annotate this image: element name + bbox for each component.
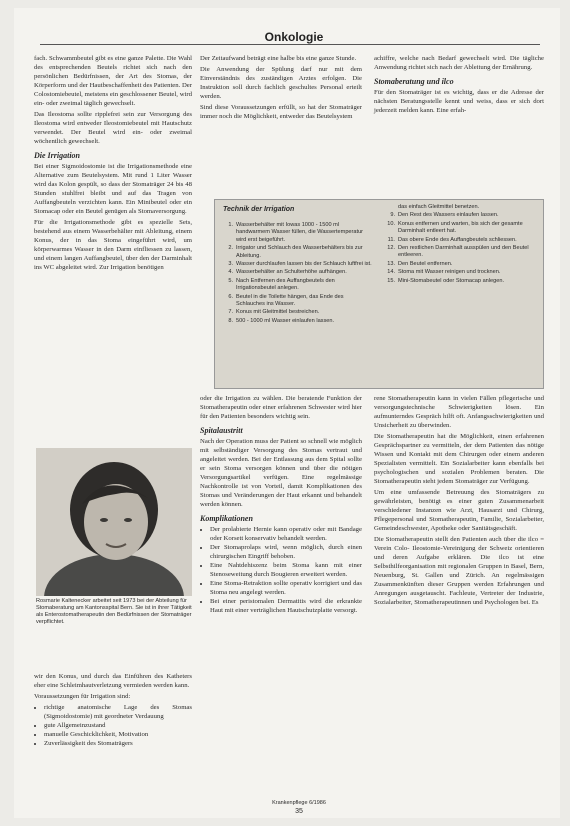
step-number: 6. [228, 293, 233, 300]
infobox-title: Technik der Irrigation [223, 206, 295, 213]
subheading-spitalaustritt: Spitalaustritt [200, 426, 243, 435]
list-item: • gute Allgemeinzustand [44, 721, 192, 730]
paragraph: wir den Konus, und durch das Einführen des Katheters eher eine Schleimhautverletzung vermieden werden kann. [34, 673, 192, 689]
step-text: Den restlichen Darminhalt ausspülen und den Beutel entleeren. [398, 245, 529, 259]
infobox-step [223, 269, 373, 276]
step-text: Nach Entfernen des Auffangbeutels den Irrigationsbeutel anlegen. [236, 277, 335, 292]
infobox-step [385, 212, 535, 219]
paragraph: Das Ileostoma sollte ripplefrei sein zur Versorgung des Ileostoma wird entweder Ileostomiebeutel mit Hautschutz verwendet. Der Beutel wird ein- oder zweimal wöchentlich gewechselt. [34, 111, 192, 145]
portrait-photo [36, 448, 192, 596]
subheading-stomaberatung: Stomaberatung und ilco [374, 77, 454, 86]
paragraph: Der Zeitaufwand beträgt eine halbe bis eine ganze Stunde. [200, 55, 357, 62]
step-text: Irrigator und Schlauch des Wasserbehälters bis zur Ableitung. [236, 245, 363, 259]
step-number: 1. [228, 222, 233, 228]
paragraph: rene Stomatherapeutin kann in vielen Fällen pflegerische und versorgungstechnische Schwierigkeiten lösen. Ein aufmunterndes Gespräch hilft oft. Anfangsschwierigkeiten und Unsicherheit zu überwinden. [374, 395, 544, 429]
infobox-step [223, 309, 373, 316]
step-text: das einfach Gleitmittel benetzen. [398, 204, 480, 210]
infobox-step [223, 261, 373, 268]
step-number: 15. [387, 277, 395, 284]
infobox-step [385, 269, 535, 276]
column-3 [374, 54, 544, 117]
list-item: • Zuverlässigkeit des Stomaträgers [44, 739, 192, 748]
infobox-step [385, 261, 535, 268]
infobox-step [223, 294, 373, 309]
list-item: • Eine Stoma-Retraktion sollte operativ korrigiert und das Stoma neu angelegt werden. [210, 579, 362, 597]
paragraph: Um eine umfassende Betreuung des Stomaträgers zu gewährleisten, benötigt es einer guten Zusammenarbeit verschiedener Instanzen wie Arzt, Hausarzt und Chirurg, Pflegepersonal und Stomatherapeutin, Familie, Sozialarbeiter, Gemeindeschwester, Apotheke oder Sanitätsgeschäft. [374, 489, 544, 532]
step-number [385, 204, 395, 211]
document-page [14, 8, 560, 818]
column-3-lower [374, 394, 544, 609]
step-number: 2. [228, 245, 233, 252]
infobox-step [223, 318, 373, 325]
infobox-step [385, 221, 535, 236]
infobox-right-list [385, 204, 535, 286]
paragraph: Für den Stomaträger ist es wichtig, dass er die Adresse der nächsten Beratungsstelle kennt und weiss, dass er sich dort jederzeit melden kann. Eine erfah- [374, 89, 544, 114]
infobox-step [223, 245, 373, 260]
page-number: 35 [295, 808, 303, 815]
subheading-komplikationen: Komplikationen [200, 514, 253, 523]
step-number: 3. [228, 261, 233, 268]
paragraph: Sind diese Voraussetzungen erfüllt, so hat der Stomaträger immer noch die Möglichkeit, entweder das Beutelsystem [200, 104, 362, 120]
step-text: Den Beutel entfernen. [398, 260, 453, 267]
paragraph: Für die Irrigationsmethode gibt es spezielle Sets, bestehend aus einem Wasserbehälter mit Ableitung, einem Konus, der in das Stoma eingeführt wird, um körperwarmes Wasser in den Darm einfliessen zu lassen, und einem langen Auffangbeutel, über den der Darminhalt ins WC abgeleitet wird. Zur Irrigation benötigen [34, 219, 192, 271]
list-item: • richtige anatomische Lage des Stomas (Sigmoidostomie) mit geordneter Verdauung [44, 703, 192, 721]
step-number: 14. [387, 269, 395, 276]
step-number: 9. [390, 212, 395, 219]
header-rule [40, 44, 540, 45]
step-text: Konus mit Gleitmittel bestreichen. [236, 309, 320, 316]
step-number: 7. [228, 309, 233, 316]
step-text: Den Rest des Wassers einlaufen lassen. [398, 212, 499, 219]
infobox-step [385, 237, 535, 244]
step-number: 4. [228, 269, 233, 276]
step-text: Das obere Ende des Auffangbeutels schliessen. [398, 236, 517, 243]
column-2-lower [200, 394, 362, 615]
step-number: 13. [387, 260, 395, 267]
paragraph: Nach der Operation muss der Patient so schnell wie möglich mit selbständiger Versorgung des Stomas vertraut und angeleitet werden. Bei der Entlassung aus dem Spital sollte er sein Stoma versorgen können und über die nötigen Versorgungsartikel verfügen. Eine regelmässige Nachkontrolle ist von Vorteil, damit Komplikationen des Stomas und Veränderungen der Haut erkannt und behandelt werden können. [200, 438, 362, 508]
infobox-step [223, 278, 373, 293]
paragraph: Voraussetzungen für Irrigation sind: [34, 693, 131, 700]
section-title: Onkologie [264, 30, 324, 44]
paragraph: Die Stomatherapeutin hat die Möglichkeit, einen erfahrenen Gesprächspartner zu vermitteln, der dem Patienten das nötige Wissen und Kontakt mit dem Chirurgen oder einem anderen Spezialisten vermittelt. Ein Sozialarbeiter kann ebenfalls bei psychologischen und sozialen Problemen beraten. Die Stomatherapeutin steht jedem Stomaträger zur Verfügung. [374, 433, 544, 485]
list-item: • Der prolabierte Hernie kann operativ oder mit Bandage oder Korsett konservativ behandelt werden. [210, 525, 362, 543]
step-text: Wasser durchlaufen lassen bis der Schlauch luftfrei ist. [236, 261, 372, 268]
paragraph: fach. Schwammbeutel gibt es eine ganze Palette. Die Wahl des entsprechenden Beutels richtet sich nach den persönlichen Bedürfnissen, der Art des Stomas, der Körperform und der Hautbeschaffenheit des Patienten. Der Colostomiebeutel, meistens ein geschlossener Beutel, wird ein- oder zweimal täglich gewechselt. [34, 55, 192, 107]
step-text: Beutel in die Toilette hängen, das Ende des Schlauches ins Wasser. [236, 293, 344, 308]
photo-caption: Rosmarie Kaltenecker arbeitet seit 1973 bei der Abteilung für Stomaberatung am Kantonsspital Bern. Sie ist in ihrer Tätigkeit als Enterostomatherapeutin den Bedürfnissen der Stomaträger verpflichtet. [36, 598, 192, 625]
column-1-lower [34, 672, 192, 748]
footer-source: Krankenpflege 6/1986 [272, 800, 326, 806]
infobox-step [385, 204, 535, 211]
list-item: • Bei einer peristomalen Dermatitis wird die erkrankte Haut mit einer verträglichen Hautschutzplatte versorgt. [210, 597, 362, 615]
step-number: 8. [228, 317, 233, 324]
step-number: 5. [228, 277, 233, 284]
step-text: Stoma mit Wasser reinigen und trocknen. [398, 269, 501, 276]
infobox-step [385, 245, 535, 260]
paragraph: Die Stomatherapeutin stellt den Patienten auch über die ilco = Verein Colo- Ileostomie-Vereinigung der Schweiz orientieren und deren Aufgabe erklären. Die ilco ist eine Selbsthilfeorganisation mit regionalen Gruppen in Basel, Bern, Neuenburg, St. Gallen und Zürich. An regelmässigen Zusammenkünften dieser Gruppen werden Erfahrungen und Anregungen ausgetauscht. Fachleute, Vertreter der Industrie, Sozialarbeiter, Stomatherapeutinnen und Psychologen bei. Es [374, 536, 544, 606]
step-text: Wasserbehälter mit Iowas 1000 - 1500 ml handwarmem Wasser füllen, die Wassertemperatur wird erst beigeführt. [236, 222, 364, 243]
infobox-step [223, 222, 373, 244]
irrigation-technique-box [214, 199, 544, 389]
step-text: Mini-Stomabeutel oder Stomacap anlegen. [398, 277, 505, 284]
infobox-step [385, 278, 535, 285]
infobox-left-list [223, 222, 373, 326]
paragraph: Bei einer Sigmoidostomie ist die Irrigationsmethode eine Alternative zum Beutelsystem. Mit rund 1 Liter Wasser wird das Kolon gespült, so dass der Stomaträger 24 bis 48 Stunden stuhlfrei bleibt und auf das Tragen von Auffangbeuteln verzichten kann. Ein Minibeutel oder ein Stomacap oder ein Beutel genügen als Stomaversorgung. [34, 163, 192, 215]
list-item: • manuelle Geschicklichkeit, Motivation [44, 730, 192, 739]
step-text: Wasserbehälter an Schulterhöhe aufhängen. [236, 269, 347, 276]
step-text: 500 - 1000 ml Wasser einlaufen lassen. [236, 317, 335, 324]
step-number: 10. [387, 220, 395, 227]
paragraph: Die Anwendung der Spülung darf nur mit dem Einverständnis des zuständigen Arztes erfolgen. Die Instruktion soll durch fachlich geschultes Personal erteilt werden. [200, 66, 362, 100]
complications-list [200, 525, 362, 615]
step-number: 11. [387, 236, 395, 243]
column-2 [200, 54, 362, 123]
step-number: 12. [387, 245, 395, 252]
subheading-irrigation: Die Irrigation [34, 151, 81, 160]
list-item: • Der Stomaprolaps wird, wenn möglich, durch einen chirurgischen Eingriff behoben. [210, 543, 362, 561]
page-header [14, 8, 560, 48]
paragraph: oder die Irrigation zu wählen. Die beratende Funktion der Stomatherapeutin oder einer erfahrenen Schwester wird hier für den Patienten besonders wichtig sein. [200, 395, 362, 420]
column-1 [34, 54, 192, 274]
step-text: Konus entfernen und warten, bis sich der gesamte Darminhalt entleert hat. [398, 220, 523, 235]
list-item: • Eine Nahtdehiszenz beim Stoma kann mit einer Stenoseweitung durch Bougieren erweitert werden. [210, 561, 362, 579]
portrait-image [36, 448, 192, 596]
paragraph: achiffre, welche nach Bedarf gewechselt wird. Die tägliche Anwendung richtet sich nach der Ableitung der Ernährung. [374, 55, 544, 71]
requirements-list [34, 703, 192, 748]
